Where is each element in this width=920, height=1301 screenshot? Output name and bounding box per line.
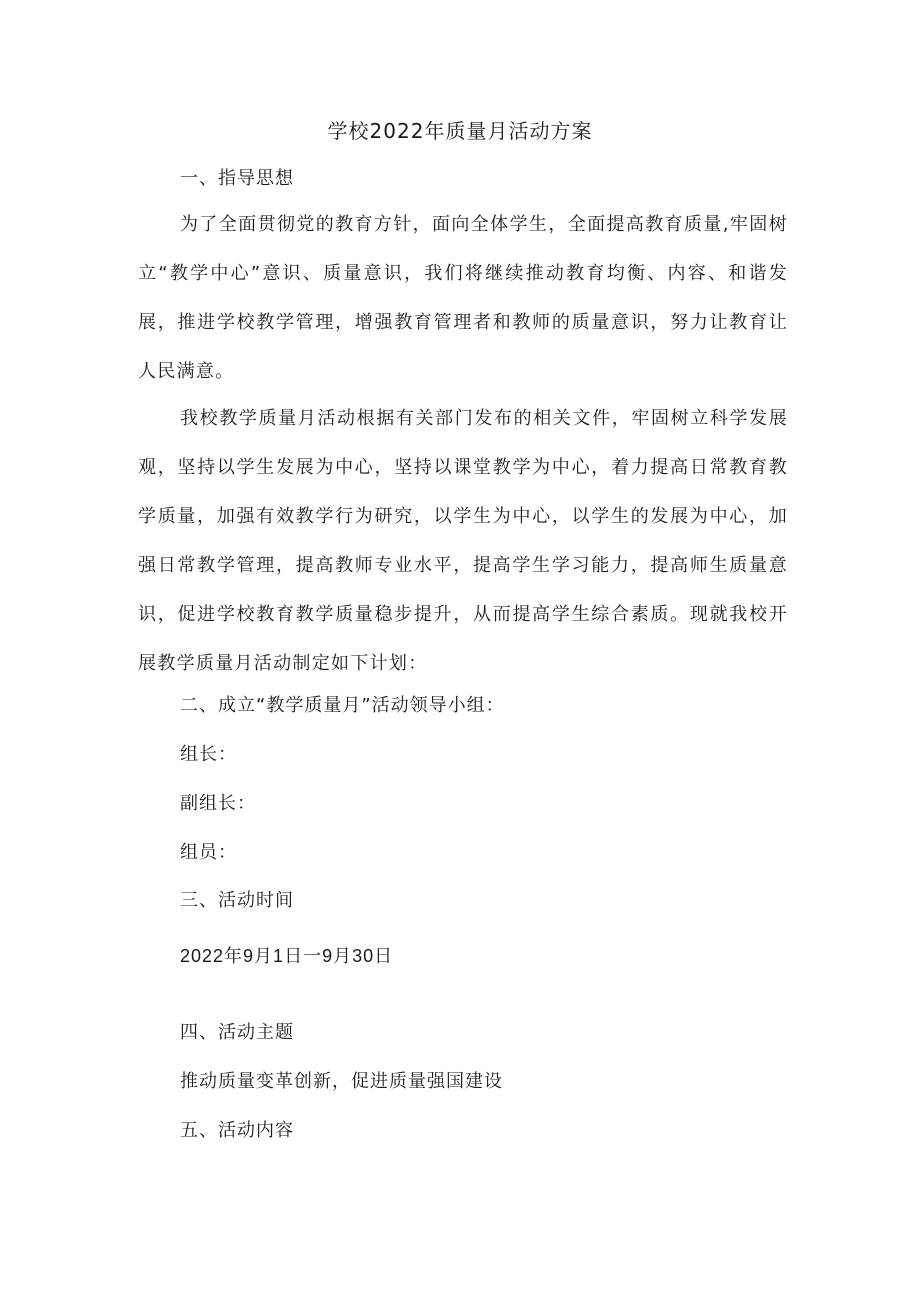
activity-time-value: 2022年9月1日一9月30日 <box>180 946 394 966</box>
section-heading-activity-theme: 四、活动主题 <box>180 1022 294 1043</box>
paragraph-guiding-ideology-1: 为了全面贯彻党的教育方针，面向全体学生，全面提高教育质量,牢固树立“教学中心”意识、质量意识，我们将继续推动教育均衡、内容、和谐发展，推进学校教学管理，增强教育管理者和教师的质量意识，努力让教育让人民满意。 <box>138 214 788 382</box>
paragraph-guiding-ideology-2: 我校教学质量月活动根据有关部门发布的相关文件，牢固树立科学发展观，坚持以学生发展为中心，坚持以课堂教学为中心，着力提高日常教育教学质量，加强有效教学行为研究，以学生为中心，以学生的发展为中心，加强日常教学管理，提高教师专业水平，提高学生学习能力，提高师生质量意识，促进学校教育教学质量稳步提升，从而提高学生综合素质。现就我校开展教学质量月活动制定如下计划： <box>138 408 788 674</box>
section-heading-activity-content: 五、活动内容 <box>180 1120 294 1141</box>
activity-theme-value: 推动质量变革创新，促进质量强国建设 <box>180 1071 503 1092</box>
section-heading-activity-time: 三、活动时间 <box>180 890 294 911</box>
document-title: 学校2022年质量月活动方案 <box>327 119 593 143</box>
section-heading-leadership-group: 二、成立“教学质量月”活动领导小组： <box>180 695 505 716</box>
leader-label: 组长： <box>180 744 237 765</box>
deputy-leader-label: 副组长： <box>180 793 256 814</box>
member-label: 组员： <box>180 842 237 863</box>
section-heading-guiding-ideology: 一、指导思想 <box>180 168 294 189</box>
